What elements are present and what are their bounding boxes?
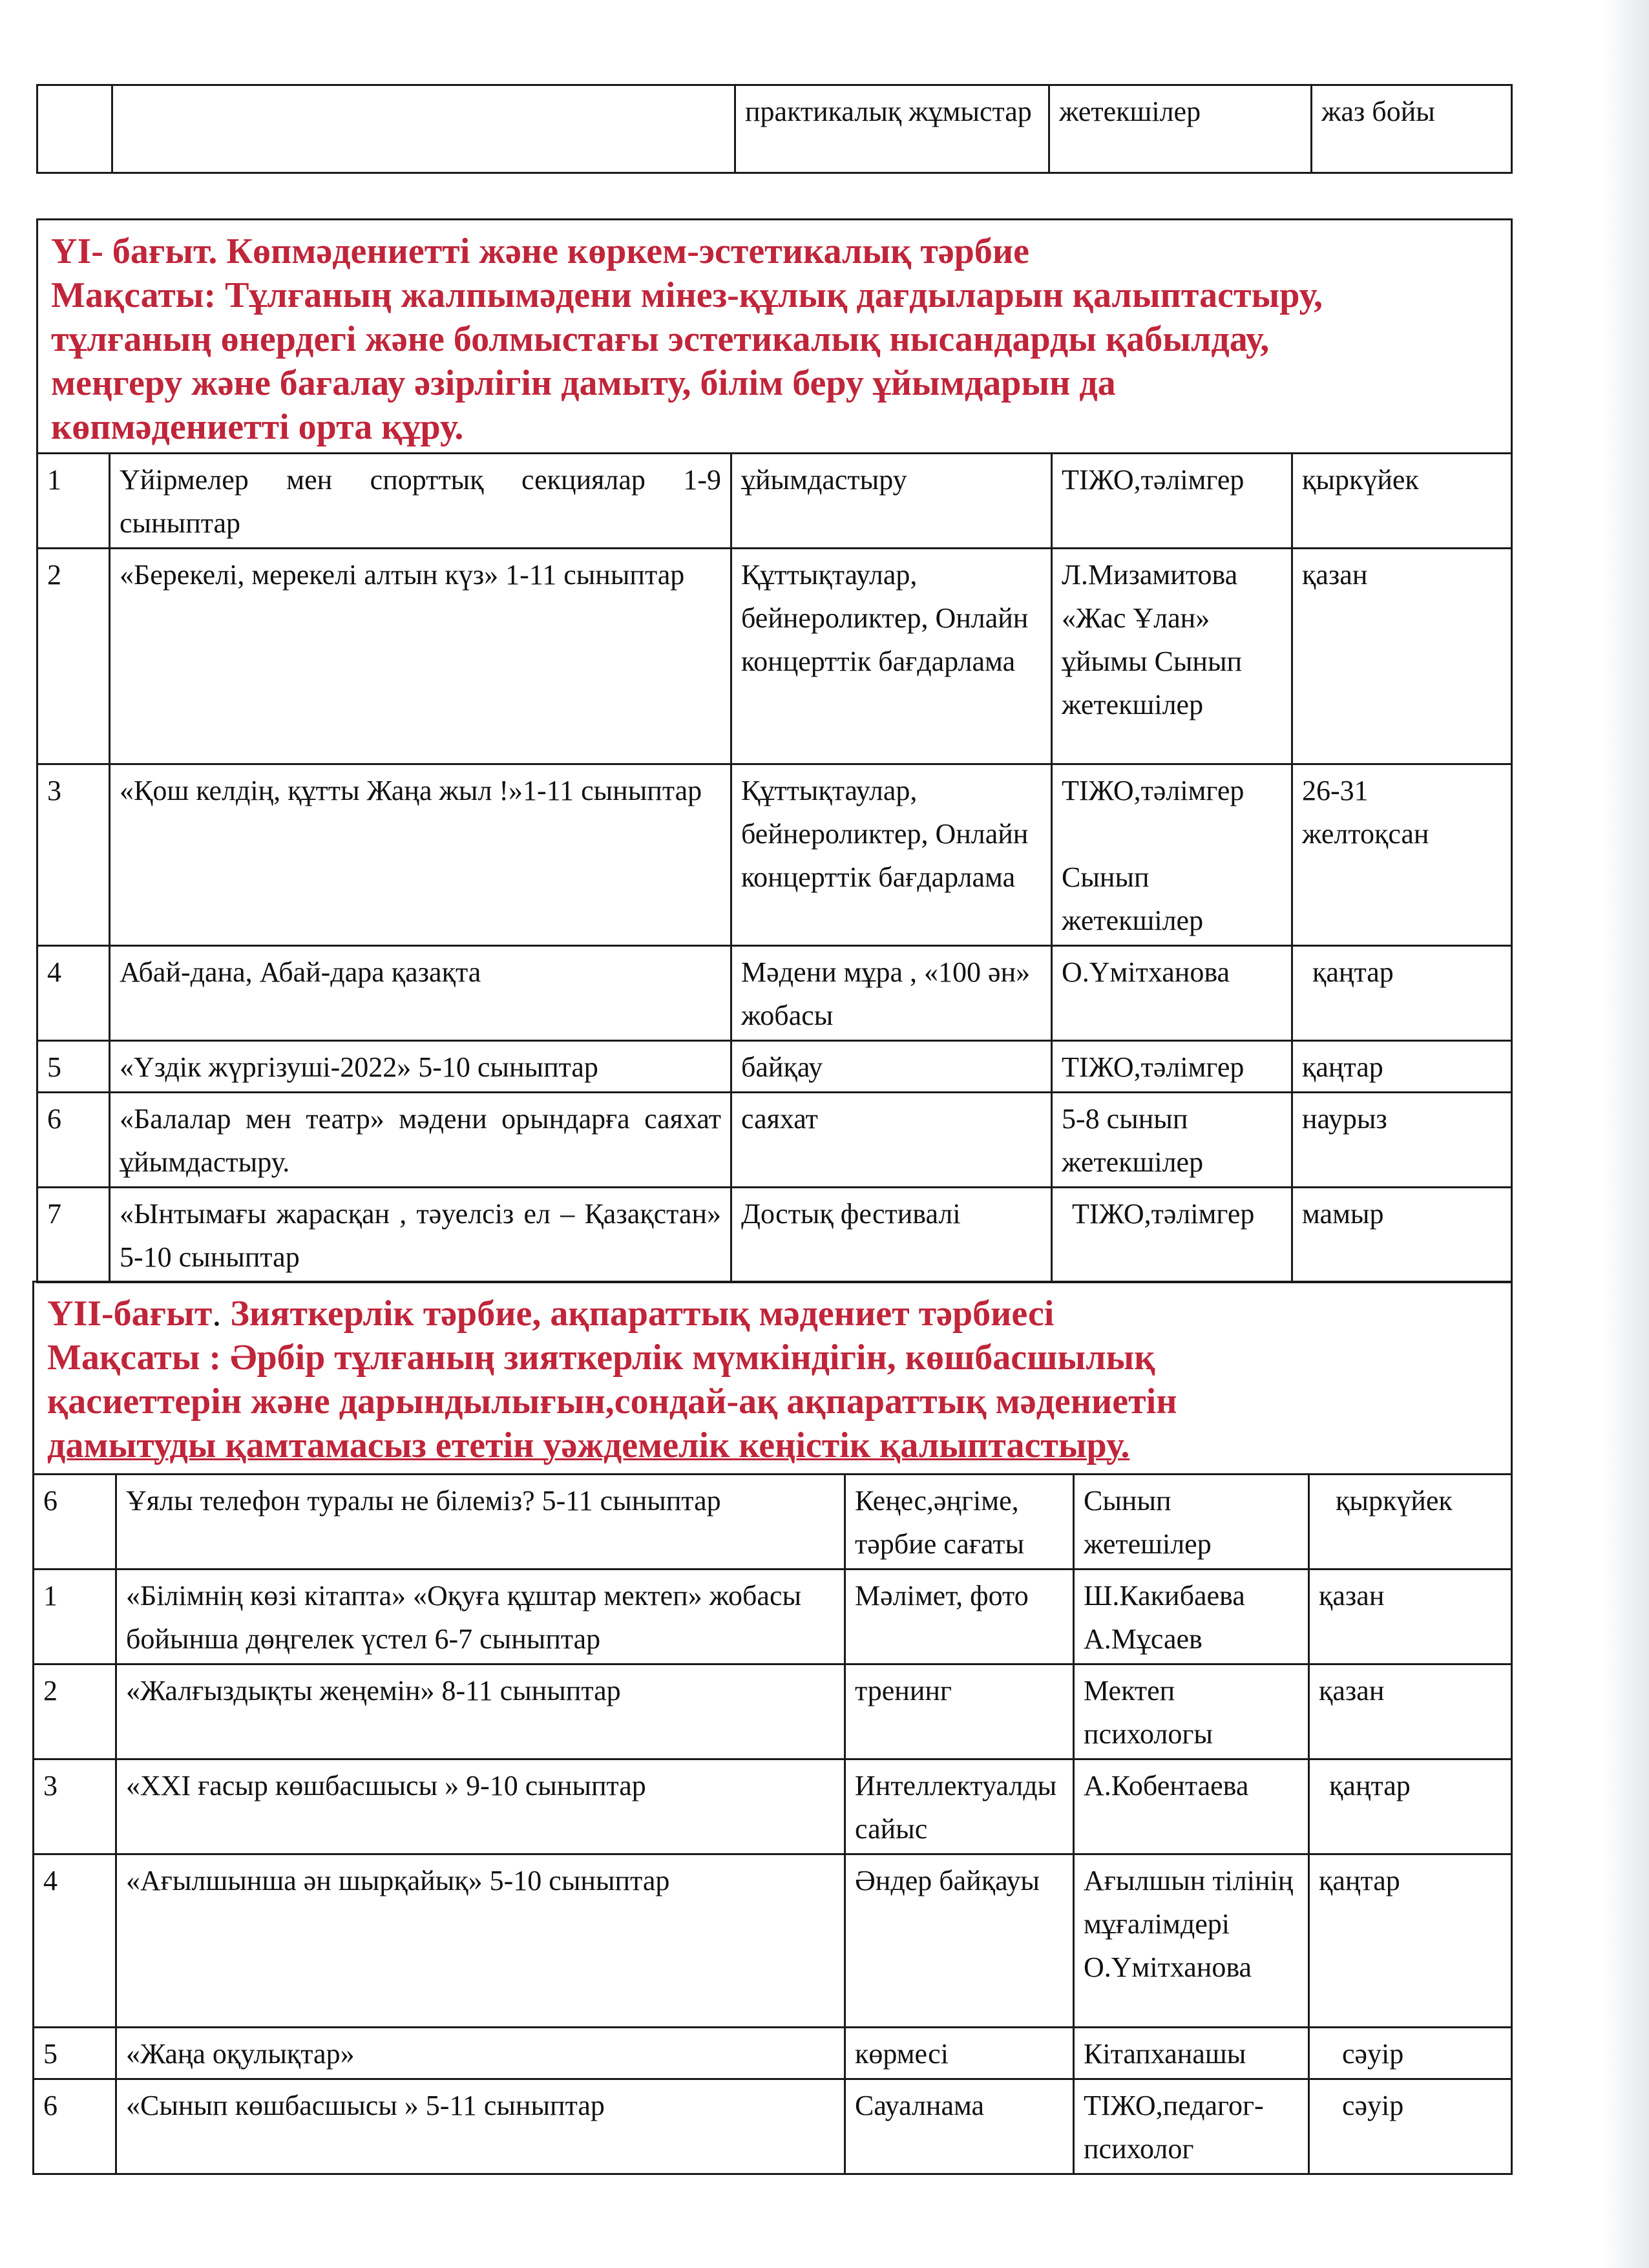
event-cell xyxy=(112,85,735,173)
deadline-cell: 26-31 желтоқсан xyxy=(1292,764,1512,946)
row-number: 2 xyxy=(37,549,110,764)
deadline-cell: қаңтар xyxy=(1292,1041,1512,1093)
deadline-cell: сәуір xyxy=(1309,2079,1512,2174)
section-6-goal-line-1: Мақсаты: Тұлғаның жалпымәдени мінез-құлық дағдыларын қалыптастыру, xyxy=(51,275,1323,315)
table-row xyxy=(34,1854,1512,2028)
table-row xyxy=(37,85,1512,173)
section-7-heading xyxy=(34,1282,1512,1475)
table-row xyxy=(34,1570,1512,1664)
form-cell: тренинг xyxy=(845,1664,1074,1759)
responsible-cell: жетекшілер xyxy=(1049,85,1312,173)
event-cell: «Үздік жүргізуші-2022» 5-10 сыныптар xyxy=(110,1041,731,1093)
deadline-cell: наурыз xyxy=(1292,1093,1512,1188)
row-number: 6 xyxy=(34,1475,116,1570)
table-row xyxy=(34,2079,1512,2174)
event-cell: Абай-дана, Абай-дара қазақта xyxy=(110,946,731,1041)
deadline-cell: мамыр xyxy=(1292,1188,1512,1283)
event-cell: «Білімнің көзі кітапта» «Оқуға құштар мектеп» жобасы бойынша дөңгелек үстел 6-7 сыныптар xyxy=(116,1570,845,1664)
row-number: 3 xyxy=(37,764,110,946)
section-7-title xyxy=(47,1292,1498,1336)
deadline-cell: қаңтар xyxy=(1309,1854,1512,2028)
table-row xyxy=(37,1093,1512,1188)
section-7-goal-line-1: Мақсаты : Әрбір тұлғаның зияткерлік мүмкіндігін, көшбасшылық xyxy=(47,1338,1155,1378)
table-row xyxy=(37,1041,1512,1093)
deadline-cell: қаңтар xyxy=(1309,1759,1512,1854)
deadline-cell: қазан xyxy=(1292,549,1512,764)
deadline-cell: сәуір xyxy=(1309,2028,1512,2079)
section-6-table xyxy=(36,218,1513,1283)
section-7-goal-line-2: қасиеттерін және дарындылығын,сондай-ақ ақпараттық мәдениетін xyxy=(47,1381,1177,1422)
responsible-cell: ТІЖО,тәлімгер xyxy=(1052,1041,1292,1093)
form-cell: Сауалнама xyxy=(845,2079,1074,2174)
table-row xyxy=(37,946,1512,1041)
responsible-line-2: Сынып жетекшілер xyxy=(1062,861,1204,936)
deadline-cell: қаңтар xyxy=(1292,946,1512,1041)
section-6-title: ҮІ- бағыт. Көпмәдениетті және көркем-эстетикалық тәрбие xyxy=(51,231,1029,271)
row-number: 5 xyxy=(34,2028,116,2079)
deadline-cell: қыркүйек xyxy=(1309,1475,1512,1570)
section-7-table xyxy=(32,1281,1513,2175)
responsible-cell: Сынып жетешілер xyxy=(1074,1475,1309,1570)
form-cell: Құттықтаулар, бейнероликтер, Онлайн концерттік бағдарлама xyxy=(731,549,1052,764)
form-cell: ұйымдастыру xyxy=(731,454,1052,549)
responsible-cell: Мектеп психологы xyxy=(1074,1664,1309,1759)
table-row xyxy=(37,454,1512,549)
scan-edge xyxy=(1604,0,1649,2268)
table-row xyxy=(34,2028,1512,2079)
form-cell: Мәдени мұра , «100 ән» жобасы xyxy=(731,946,1052,1041)
row-number: 3 xyxy=(34,1759,116,1854)
row-number: 2 xyxy=(34,1664,116,1759)
form-cell: Кеңес,әңгіме, тәрбие сағаты xyxy=(845,1475,1074,1570)
deadline-cell: жаз бойы xyxy=(1312,85,1512,173)
event-cell: «Балалар мен театр» мәдени орындарға саяхат ұйымдастыру. xyxy=(110,1093,731,1188)
event-cell: «Сынып көшбасшысы » 5-11 сыныптар xyxy=(116,2079,845,2174)
responsible-cell: ТІЖО,тәлімгер xyxy=(1052,454,1292,549)
responsible-cell: А.Кобентаева xyxy=(1074,1759,1309,1854)
deadline-cell: қазан xyxy=(1309,1664,1512,1759)
table-row xyxy=(37,764,1512,946)
section-6-goal-line-2: тұлғаның өнердегі және болмыстағы эстетикалық нысандарды қабылдау, xyxy=(51,319,1270,359)
form-cell: Достық фестивалі xyxy=(731,1188,1052,1283)
form-cell: саяхат xyxy=(731,1093,1052,1188)
form-cell: Мәлімет, фото xyxy=(845,1570,1074,1664)
responsible-cell: 5-8 сынып жетекшілер xyxy=(1052,1093,1292,1188)
form-cell: көрмесі xyxy=(845,2028,1074,2079)
row-number: 6 xyxy=(37,1093,110,1188)
deadline-cell: қазан xyxy=(1309,1570,1512,1664)
section-7-goal-line-3: дамытуды қамтамасыз ететін уәждемелік кеңістік қалыптастыру. xyxy=(47,1425,1130,1465)
section-7-title-dot: . xyxy=(212,1294,222,1334)
event-cell: Ұялы телефон туралы не білеміз? 5-11 сыныптар xyxy=(116,1475,845,1570)
responsible-line-1: ТІЖО,тәлімгер xyxy=(1062,775,1245,806)
section-7-title-rest: Зияткерлік тәрбие, ақпараттық мәдениет тәрбиесі xyxy=(221,1294,1055,1334)
row-number: 1 xyxy=(34,1570,116,1664)
form-cell: практикалық жұмыстар xyxy=(735,85,1049,173)
form-cell: Әндер байқауы xyxy=(845,1854,1074,2028)
responsible-cell: Л.Мизамитова «Жас Ұлан» ұйымы Сынып жетекшілер xyxy=(1052,549,1292,764)
row-number: 7 xyxy=(37,1188,110,1283)
form-cell: Құттықтаулар, бейнероликтер, Онлайн концерттік бағдарлама xyxy=(731,764,1052,946)
row-number: 4 xyxy=(37,946,110,1041)
responsible-cell xyxy=(1052,764,1292,946)
table-row xyxy=(34,1759,1512,1854)
event-cell: «Жаңа оқулықтар» xyxy=(116,2028,845,2079)
row-number xyxy=(37,85,112,173)
row-number: 4 xyxy=(34,1854,116,2028)
table-row xyxy=(37,549,1512,764)
row-number: 1 xyxy=(37,454,110,549)
row-number: 6 xyxy=(34,2079,116,2174)
event-cell: Үйірмелер мен спорттық секциялар 1-9 сыныптар xyxy=(110,454,731,549)
event-cell: «Жалғыздықты жеңемін» 8-11 сыныптар xyxy=(116,1664,845,1759)
event-cell: «Ағылшынша ән шырқайық» 5-10 сыныптар xyxy=(116,1854,845,2028)
responsible-cell: Кітапханашы xyxy=(1074,2028,1309,2079)
responsible-cell: ТІЖО,педагог-психолог xyxy=(1074,2079,1309,2174)
form-cell: Интеллектуалды сайыс xyxy=(845,1759,1074,1854)
section-6-goal-line-3: меңгеру және бағалау әзірлігін дамыту, білім беру ұйымдарын да xyxy=(51,363,1116,403)
responsible-cell: Ағылшын тілінің мұғалімдері О.Үмітханова xyxy=(1074,1854,1309,2028)
event-cell: «Ынтымағы жарасқан , тәуелсіз ел – Қазақстан» 5-10 сыныптар xyxy=(110,1188,731,1283)
event-cell: «Берекелі, мерекелі алтын күз» 1-11 сыныптар xyxy=(110,549,731,764)
responsible-cell: ТІЖО,тәлімгер xyxy=(1052,1188,1292,1283)
section-6-goal-line-4: көпмәдениетті орта құру. xyxy=(51,407,464,447)
table-row xyxy=(37,1188,1512,1283)
event-cell: «ХХІ ғасыр көшбасшысы » 9-10 сыныптар xyxy=(116,1759,845,1854)
responsible-cell: О.Үмітханова xyxy=(1052,946,1292,1041)
event-cell: «Қош келдің, құтты Жаңа жыл !»1-11 сыныптар xyxy=(110,764,731,946)
form-cell: байқау xyxy=(731,1041,1052,1093)
row-number: 5 xyxy=(37,1041,110,1093)
section-7-title-prefix: ҮІІ-бағыт xyxy=(47,1294,213,1334)
top-continuation-table xyxy=(36,84,1513,174)
table-row xyxy=(34,1475,1512,1570)
section-6-heading xyxy=(37,220,1512,454)
deadline-cell: қыркүйек xyxy=(1292,454,1512,549)
responsible-cell: Ш.Какибаева А.Мұсаев xyxy=(1074,1570,1309,1664)
table-row xyxy=(34,1664,1512,1759)
